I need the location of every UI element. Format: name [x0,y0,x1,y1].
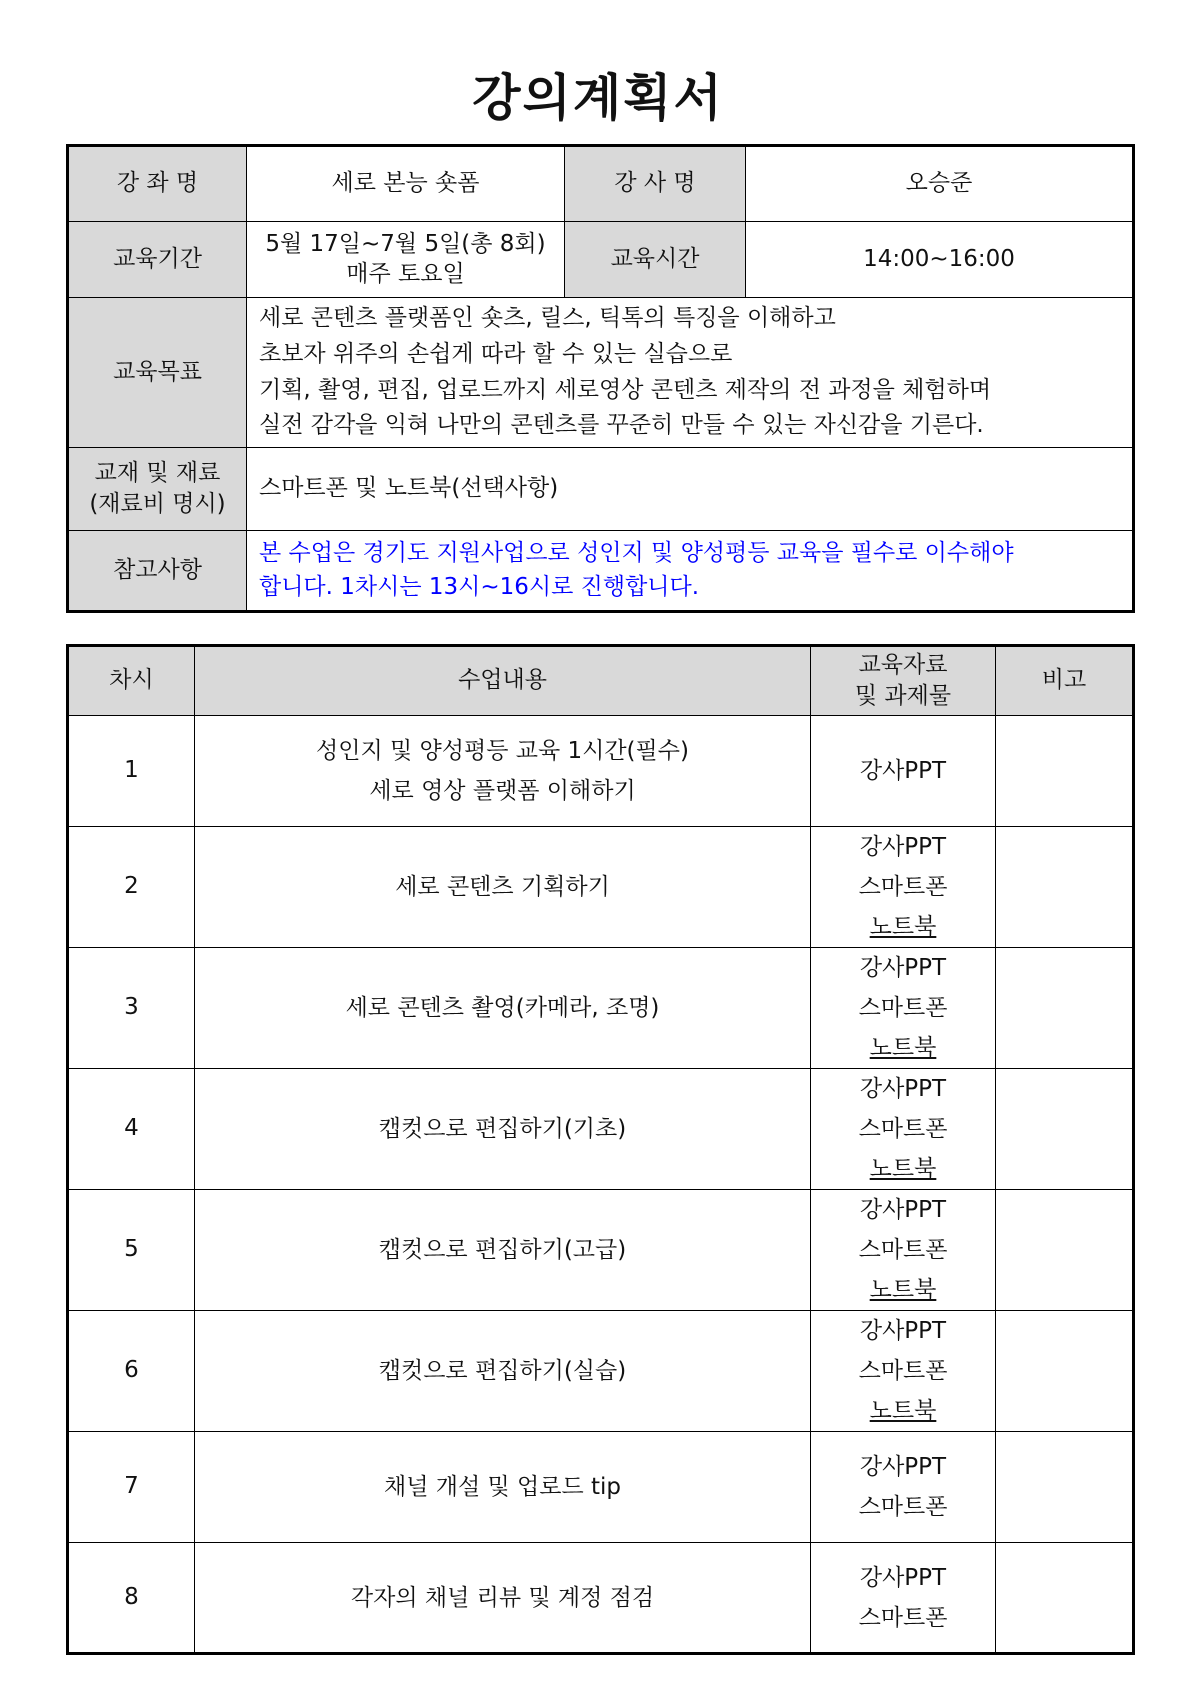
period-days: 매주 토요일 [346,260,465,287]
session-content-line: 세로 콘텐츠 기획하기 [395,874,610,900]
session-materials [811,1311,996,1432]
header-materials-line: 교육자료 [858,651,948,678]
period-value [247,222,565,298]
notes-line: 본 수업은 경기도 지원사업으로 성인지 및 양성평등 교육을 필수로 이수해야 [259,540,1014,567]
material-item: 강사PPT [859,955,947,981]
material-item: 노트북 [869,1035,937,1061]
course-name-value: 세로 본능 숏폼 [247,146,565,222]
notes-value [247,531,1134,612]
session-materials [811,1190,996,1311]
session-remarks [996,1311,1134,1432]
session-content-line: 캡컷으로 편집하기(고급) [378,1237,627,1263]
material-item: 노트북 [869,1156,937,1182]
material-item: 강사PPT [859,834,947,860]
session-content-line: 채널 개설 및 업로드 tip [384,1474,621,1500]
session-content-line: 세로 콘텐츠 촬영(카메라, 조명) [345,995,660,1021]
header-materials-line: 및 과제물 [854,683,952,709]
material-item: 스마트폰 [858,874,948,900]
session-content-line: 캡컷으로 편집하기(실습) [378,1358,627,1384]
material-item: 강사PPT [859,758,947,784]
instructor-label: 강 사 명 [565,146,746,222]
goal-label: 교육목표 [68,298,247,448]
session-content [195,948,811,1069]
material-item: 강사PPT [859,1454,947,1480]
session-remarks [996,716,1134,827]
period-dates: 5월 17일~7월 5일(총 8회) [265,230,546,257]
materials-value: 스마트폰 및 노트북(선택사항) [247,448,1134,531]
session-content-line: 캡컷으로 편집하기(기초) [378,1116,627,1142]
goal-line: 실전 감각을 익혀 나만의 콘텐츠를 꾸준히 만들 수 있는 자신감을 기른다. [259,412,984,439]
materials-label-line: 교재 및 재료 [94,459,221,486]
session-materials [811,1069,996,1190]
material-item: 스마트폰 [858,1604,948,1631]
page-title: 강의계획서 [472,69,724,127]
instructor-value: 오승준 [746,146,1134,222]
header-content: 수업내용 [195,646,811,716]
course-info-table [66,144,1135,613]
session-content [195,827,811,948]
session-content [195,1190,811,1311]
time-value: 14:00~16:00 [746,222,1134,298]
session-materials [811,1543,996,1654]
notes-label: 참고사항 [68,531,247,612]
session-remarks [996,948,1134,1069]
session-materials [811,948,996,1069]
table-row [68,1311,1134,1432]
session-number: 7 [68,1432,195,1543]
time-label: 교육시간 [565,222,746,298]
session-materials [811,1432,996,1543]
materials-label [68,448,247,531]
session-content-line: 각자의 채널 리뷰 및 계정 점검 [350,1584,655,1611]
material-item: 스마트폰 [858,1358,948,1384]
session-number: 2 [68,827,195,948]
material-item: 노트북 [869,914,937,940]
material-item: 강사PPT [859,1076,947,1102]
schedule-table [66,644,1135,1655]
period-label: 교육기간 [68,222,247,298]
material-item: 강사PPT [859,1318,947,1344]
header-remarks: 비고 [996,646,1134,716]
session-content-line: 성인지 및 양성평등 교육 1시간(필수) [316,738,689,764]
materials-label-line: (재료비 명시) [89,491,226,517]
table-row [68,1190,1134,1311]
session-content [195,1543,811,1654]
session-number: 5 [68,1190,195,1311]
session-number: 6 [68,1311,195,1432]
session-number: 4 [68,1069,195,1190]
notes-line: 합니다. 1차시는 13시~16시로 진행합니다. [259,573,700,600]
goal-line: 초보자 위주의 손쉽게 따라 할 수 있는 실습으로 [259,340,733,367]
schedule-body [68,716,1134,1654]
session-remarks [996,1543,1134,1654]
goal-line: 기획, 촬영, 편집, 업로드까지 세로영상 콘텐츠 제작의 전 과정을 체험하며 [259,376,992,403]
material-item: 강사PPT [859,1564,947,1591]
session-number: 3 [68,948,195,1069]
session-remarks [996,1432,1134,1543]
session-number: 1 [68,716,195,827]
table-row [68,1069,1134,1190]
header-session: 차시 [68,646,195,716]
material-item: 노트북 [869,1398,937,1424]
session-content-line: 세로 영상 플랫폼 이해하기 [369,778,636,804]
table-row [68,716,1134,827]
material-item: 스마트폰 [858,1494,948,1520]
header-materials [811,646,996,716]
session-content [195,1432,811,1543]
session-materials [811,716,996,827]
material-item: 강사PPT [859,1197,947,1223]
session-materials [811,827,996,948]
goal-line: 세로 콘텐츠 플랫폼인 숏츠, 릴스, 틱톡의 특징을 이해하고 [259,305,836,332]
table-row [68,1543,1134,1654]
session-remarks [996,827,1134,948]
material-item: 스마트폰 [858,995,948,1021]
material-item: 스마트폰 [858,1237,948,1263]
table-row [68,1432,1134,1543]
course-name-label: 강 좌 명 [68,146,247,222]
goal-value [247,298,1134,448]
table-row [68,827,1134,948]
session-content [195,1311,811,1432]
table-row [68,948,1134,1069]
session-content [195,716,811,827]
session-remarks [996,1069,1134,1190]
material-item: 노트북 [869,1277,937,1303]
session-remarks [996,1190,1134,1311]
material-item: 스마트폰 [858,1116,948,1142]
session-content [195,1069,811,1190]
session-number: 8 [68,1543,195,1654]
